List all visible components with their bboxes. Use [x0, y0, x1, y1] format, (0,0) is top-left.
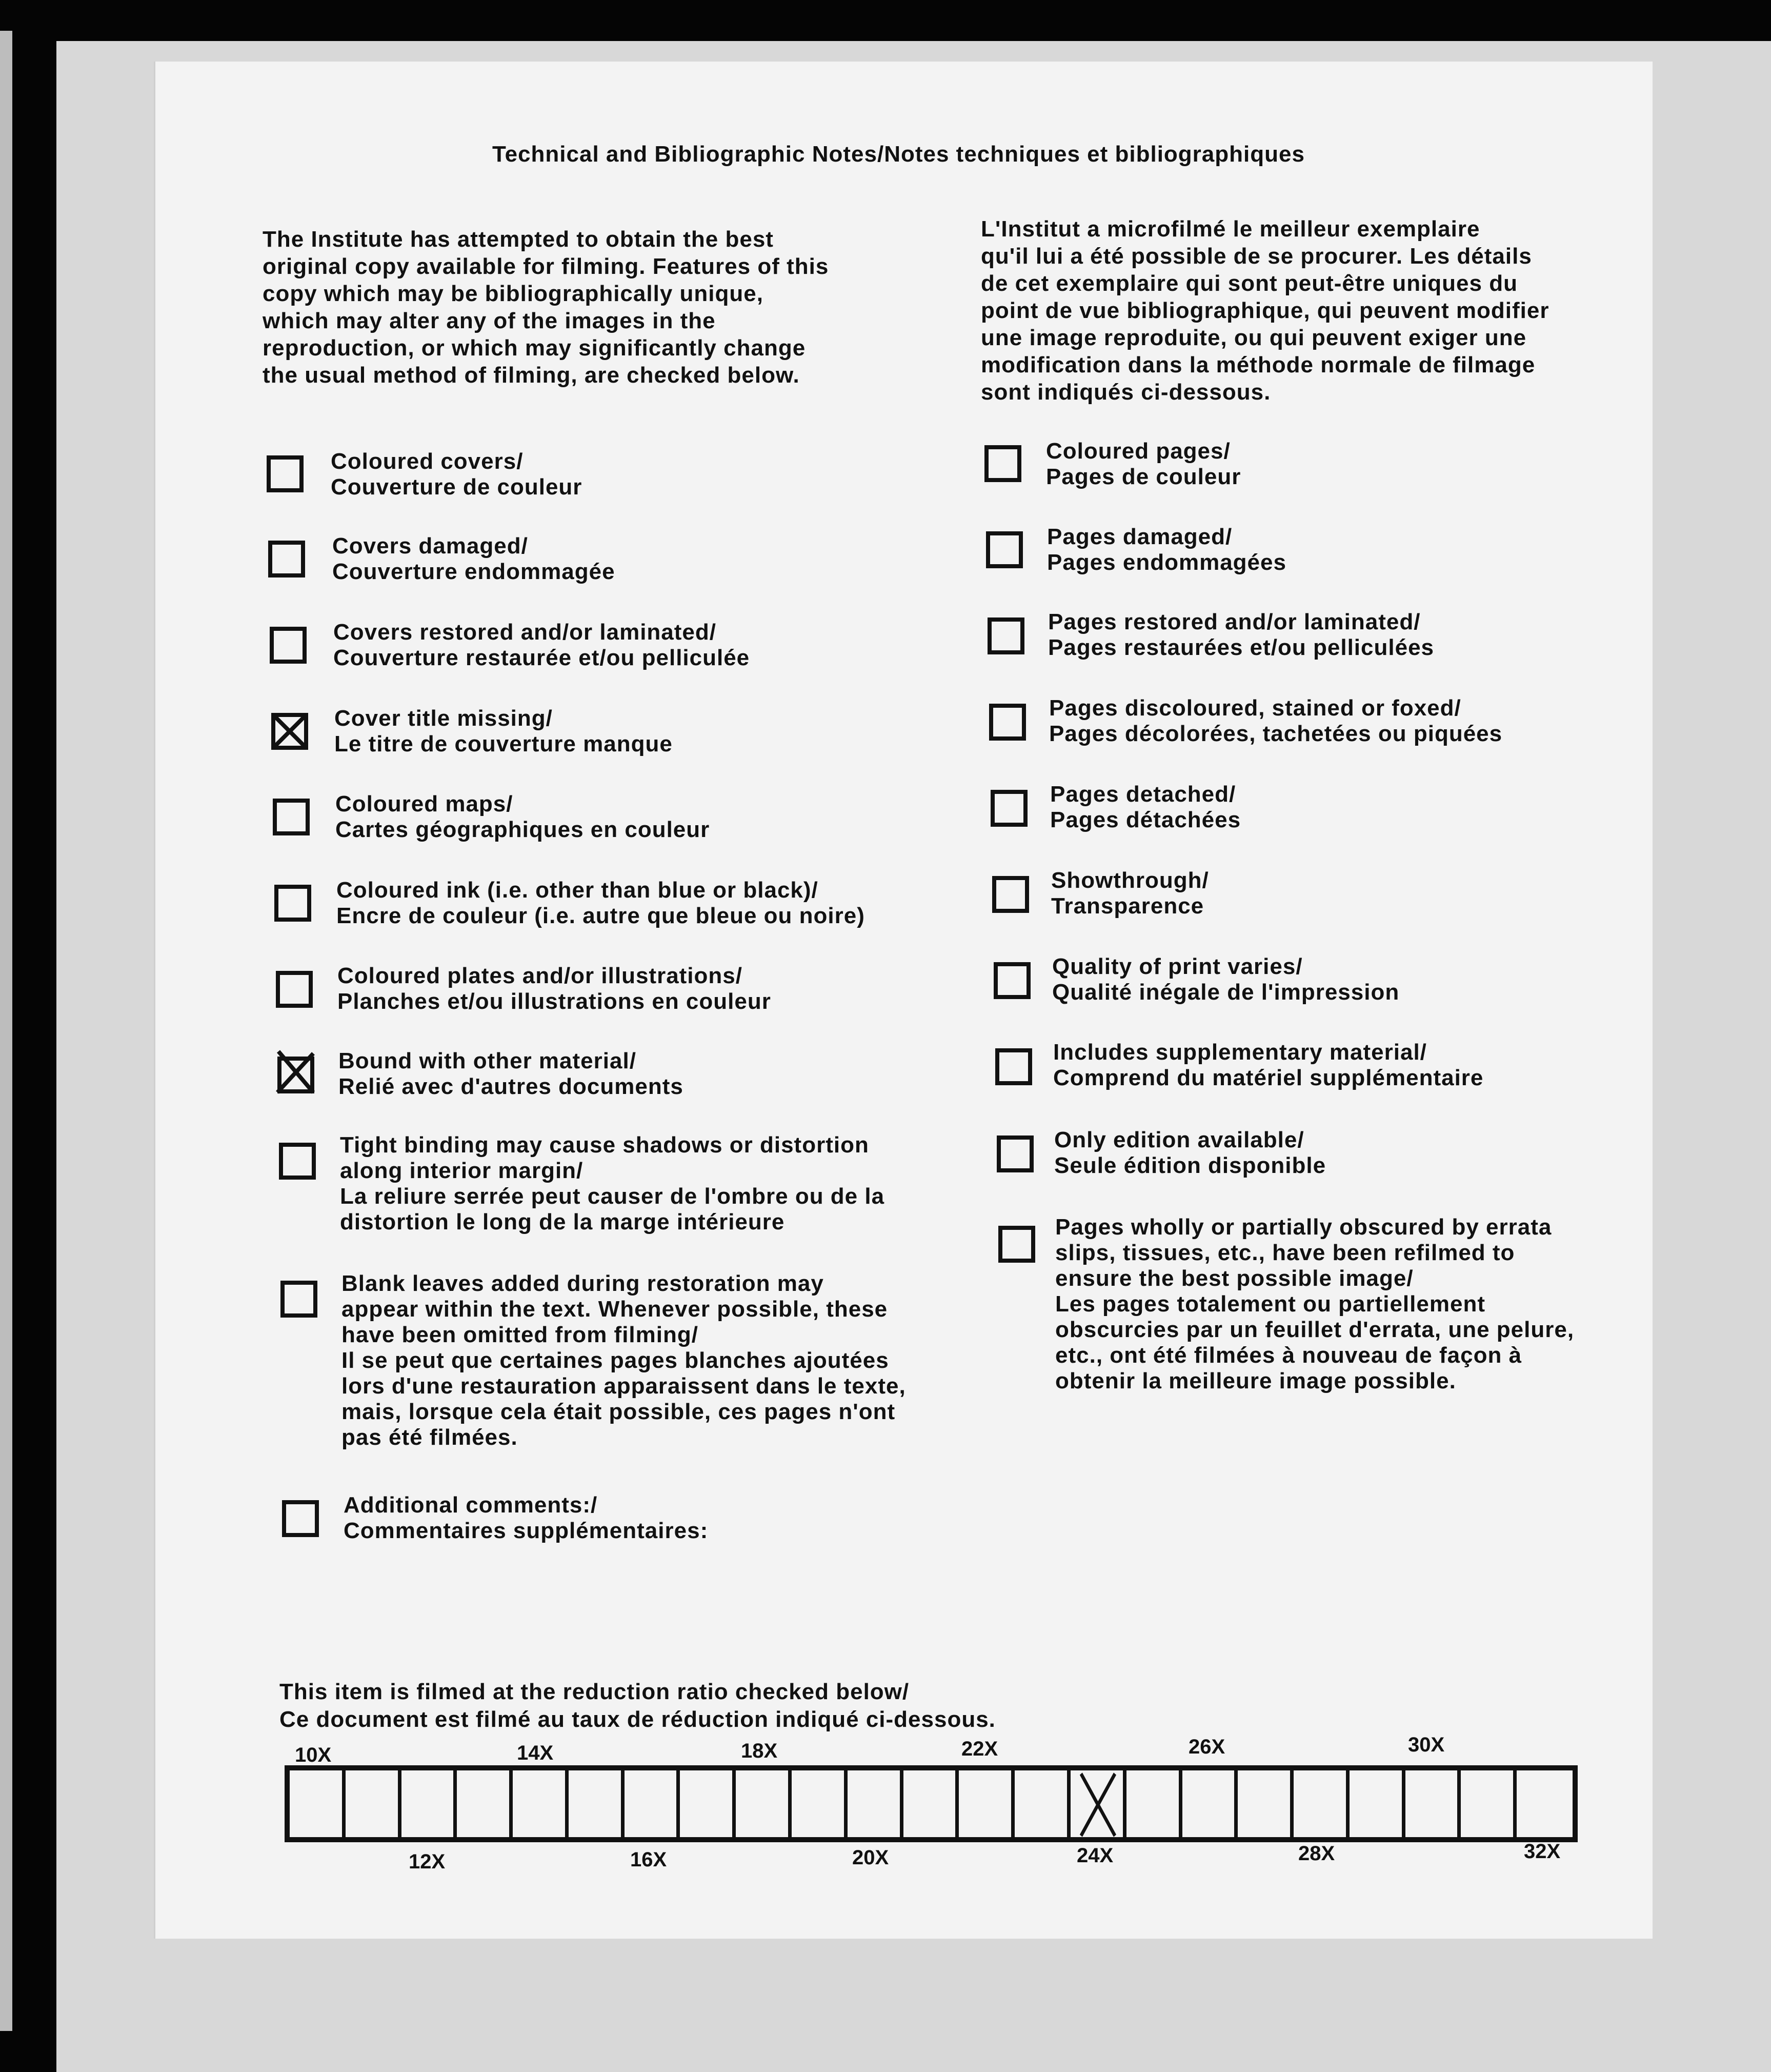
checkbox-only-edition[interactable] — [997, 1135, 1034, 1172]
checkbox-coloured-covers[interactable] — [267, 455, 304, 492]
ratio-label-12x: 12X — [409, 1850, 446, 1873]
label-coloured-maps: Coloured maps/ Cartes géographiques en couleur — [335, 791, 710, 842]
ratio-cell-2[interactable] — [346, 1770, 401, 1837]
checkbox-coloured-ink[interactable] — [274, 885, 311, 922]
checkbox-coloured-plates[interactable] — [276, 971, 313, 1008]
label-pages-restored: Pages restored and/or laminated/ Pages restaurées et/ou pelliculées — [1048, 609, 1435, 660]
ratio-label-14x: 14X — [517, 1742, 554, 1764]
ratio-cell-18[interactable] — [1238, 1770, 1294, 1837]
checkbox-additional-comments[interactable] — [282, 1500, 319, 1537]
ratio-cell-8[interactable] — [680, 1770, 736, 1837]
ratio-cell-5[interactable] — [513, 1770, 569, 1837]
ratio-cell-9[interactable] — [736, 1770, 792, 1837]
checkbox-pages-obscured[interactable] — [998, 1226, 1035, 1263]
ratio-cell-3[interactable] — [401, 1770, 457, 1837]
ratio-cell-6[interactable] — [569, 1770, 625, 1837]
ratio-cell-16[interactable] — [1126, 1770, 1182, 1837]
checkbox-coloured-pages[interactable] — [984, 445, 1021, 482]
ratio-cell-10[interactable] — [792, 1770, 848, 1837]
ratio-cell-17[interactable] — [1182, 1770, 1238, 1837]
checkbox-bound-with-other[interactable] — [277, 1057, 314, 1093]
ratio-cell-13[interactable] — [959, 1770, 1015, 1837]
ratio-cell-7[interactable] — [625, 1770, 680, 1837]
label-coloured-plates: Coloured plates and/or illustrations/ Planches et/ou illustrations en couleur — [337, 963, 771, 1014]
checkbox-cover-title-missing[interactable] — [271, 713, 308, 750]
label-pages-damaged: Pages damaged/ Pages endommagées — [1047, 524, 1286, 575]
ratio-cell-23[interactable] — [1517, 1770, 1573, 1837]
checkbox-pages-damaged[interactable] — [986, 531, 1023, 568]
ratio-label-30x: 30X — [1408, 1734, 1445, 1756]
checkbox-covers-restored[interactable] — [270, 627, 307, 664]
ratio-label-18x: 18X — [741, 1740, 778, 1762]
ratio-cell-15[interactable] — [1071, 1770, 1126, 1837]
ratio-label-26x: 26X — [1189, 1736, 1225, 1758]
ratio-cell-20[interactable] — [1350, 1770, 1405, 1837]
ratio-label-10x: 10X — [295, 1744, 332, 1766]
checkbox-quality-of-print[interactable] — [994, 962, 1031, 999]
checkbox-covers-damaged[interactable] — [268, 541, 305, 577]
ratio-label-22x: 22X — [961, 1738, 998, 1760]
checkbox-showthrough[interactable] — [992, 876, 1029, 913]
checkbox-coloured-maps[interactable] — [273, 799, 310, 835]
ratio-label-28x: 28X — [1298, 1842, 1335, 1865]
label-tight-binding: Tight binding may cause shadows or distortion along interior margin/ La reliure serrée peut causer de l'ombre ou de la distortion le long de la marge intérieure — [340, 1132, 885, 1234]
intro-french: L'Institut a microfilmé le meilleur exemplaire qu'il lui a été possible de se procurer. Les détails de cet exemplaire qui sont peut-être uniques du point de vue bibliographique, qui peuvent modifier une image reproduite, ou qui peuvent exiger une modification dans la méthode normale de filmage sont indiqués ci-dessous. — [981, 216, 1549, 405]
ratio-cell-22[interactable] — [1461, 1770, 1517, 1837]
checkbox-pages-detached[interactable] — [991, 790, 1028, 827]
label-pages-obscured: Pages wholly or partially obscured by errata slips, tissues, etc., have been refilmed to ensure the best possible image/ Les pages totalement ou partiellement obscurcies par un feuillet d'errata, une pelure, etc., ont été filmées à nouveau de façon à obtenir la meilleure image possible. — [1055, 1214, 1575, 1393]
label-only-edition: Only edition available/ Seule édition disponible — [1054, 1127, 1326, 1178]
label-showthrough: Showthrough/ Transparence — [1051, 868, 1209, 919]
ratio-cell-1[interactable] — [290, 1770, 346, 1837]
checkbox-blank-leaves[interactable] — [280, 1281, 317, 1318]
scan-edge-left — [0, 31, 12, 2031]
label-coloured-ink: Coloured ink (i.e. other than blue or black)/ Encre de couleur (i.e. autre que bleue ou noire) — [336, 878, 865, 928]
ratio-checkmark-x-icon — [1071, 1770, 1123, 1837]
ratio-cell-14[interactable] — [1015, 1770, 1071, 1837]
label-blank-leaves: Blank leaves added during restoration may appear within the text. Whenever possible, these have been omitted from filming/ Il se peut que certaines pages blanches ajoutées lors d'une restauration apparaissent dans le texte, mais, lorsque cela était possible, ces pages n'ont pas été filmées. — [341, 1271, 906, 1450]
reduction-heading: This item is filmed at the reduction ratio checked below/ Ce document est filmé au taux de réduction indiqué ci-dessous. — [279, 1679, 996, 1732]
checkbox-tight-binding[interactable] — [279, 1143, 316, 1180]
label-pages-discoloured: Pages discoloured, stained or foxed/ Pages décolorées, tachetées ou piquées — [1049, 695, 1503, 746]
label-additional-comments: Additional comments:/ Commentaires supplémentaires: — [344, 1492, 709, 1543]
ratio-cell-21[interactable] — [1405, 1770, 1461, 1837]
checkmark-x-icon — [271, 713, 308, 750]
label-covers-damaged: Covers damaged/ Couverture endommagée — [332, 533, 615, 584]
ratio-cell-19[interactable] — [1294, 1770, 1350, 1837]
ratio-cell-11[interactable] — [848, 1770, 903, 1837]
ratio-label-24x: 24X — [1077, 1844, 1114, 1867]
ratio-label-16x: 16X — [630, 1848, 667, 1871]
checkbox-pages-discoloured[interactable] — [989, 704, 1026, 741]
reduction-ratio-bar — [285, 1765, 1578, 1842]
checkbox-pages-restored[interactable] — [988, 617, 1024, 654]
ratio-label-32x: 32X — [1524, 1840, 1561, 1863]
label-bound-with-other: Bound with other material/ Relié avec d'autres documents — [338, 1048, 683, 1099]
page-title: Technical and Bibliographic Notes/Notes techniques et bibliographiques — [492, 142, 1305, 167]
label-pages-detached: Pages detached/ Pages détachées — [1050, 782, 1241, 832]
label-supplementary-material: Includes supplementary material/ Comprend du matériel supplémentaire — [1053, 1040, 1484, 1090]
label-quality-of-print: Quality of print varies/ Qualité inégale de l'impression — [1052, 954, 1400, 1005]
checkbox-supplementary-material[interactable] — [995, 1048, 1032, 1085]
label-coloured-pages: Coloured pages/ Pages de couleur — [1046, 439, 1241, 489]
label-covers-restored: Covers restored and/or laminated/ Couverture restaurée et/ou pelliculée — [333, 620, 750, 670]
label-coloured-covers: Coloured covers/ Couverture de couleur — [331, 449, 582, 500]
intro-english: The Institute has attempted to obtain the best original copy available for filming. Features of this copy which may be bibliographically unique, which may alter any of the images in the reproduction, or which may significantly change the usual method of filming, are checked below. — [263, 227, 829, 388]
ratio-label-20x: 20X — [852, 1846, 889, 1869]
checkmark-x-icon — [277, 1057, 314, 1093]
label-cover-title-missing: Cover title missing/ Le titre de couverture manque — [334, 706, 673, 756]
ratio-cell-4[interactable] — [457, 1770, 513, 1837]
ratio-cell-12[interactable] — [903, 1770, 959, 1837]
